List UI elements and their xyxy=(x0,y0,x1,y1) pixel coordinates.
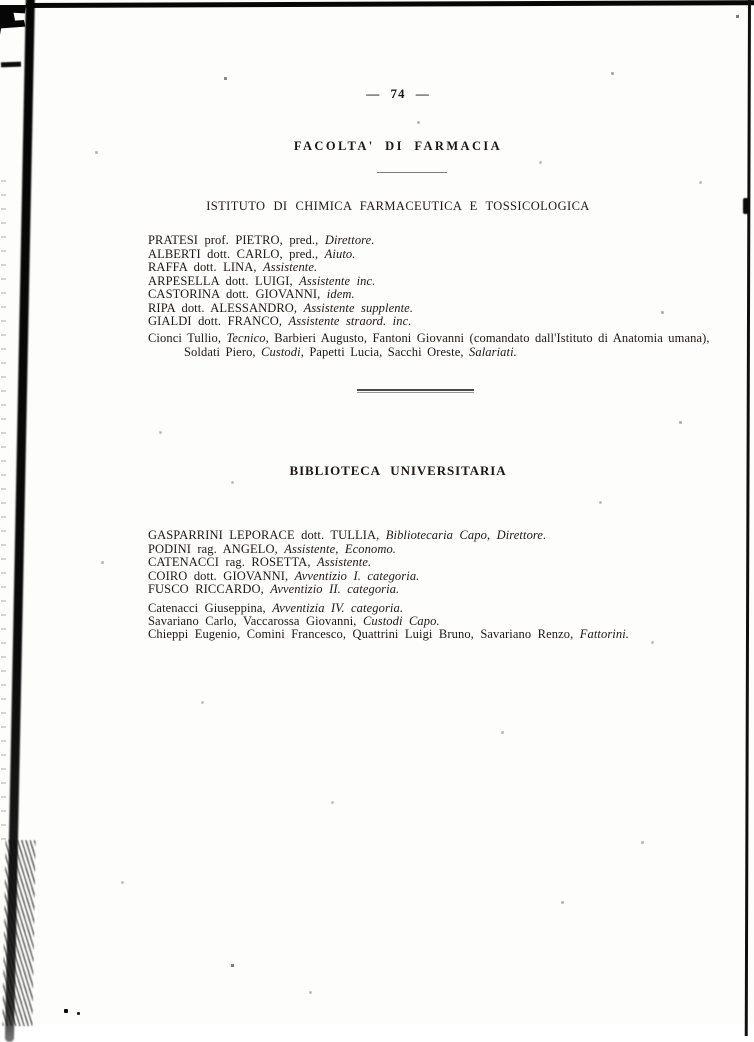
staff-entry xyxy=(148,556,546,570)
section-divider xyxy=(357,389,474,393)
staff-role: Aiuto. xyxy=(324,246,356,261)
library-staff-list xyxy=(148,529,546,597)
staff-name: CATENACCI rag. ROSETTA, xyxy=(148,555,311,569)
paragraph-text: Papetti Lucia, Sacchi Oreste, xyxy=(303,344,470,359)
paragraph-role: Custodi, xyxy=(261,344,304,359)
staff-role: Avventizio II. categoria. xyxy=(270,582,400,596)
staff-role: Avventizia IV. categoria. xyxy=(272,601,404,615)
institute-title: ISTITUTO DI CHIMICA FARMACEUTICA E TOSSICOLOGICA xyxy=(206,199,590,213)
scan-speckles xyxy=(0,0,1,1)
staff-name: Savariano Carlo, Vaccarossa Giovanni, xyxy=(148,614,357,629)
staff-entry xyxy=(148,275,413,289)
staff-name: PODINI rag. ANGELO, xyxy=(148,541,278,556)
staff-role: Custodi Capo. xyxy=(362,614,440,629)
staff-role: Direttore. xyxy=(324,233,375,247)
staff-name: RIPA dott. ALESSANDRO, xyxy=(148,300,298,315)
scan-ink-dot xyxy=(77,1012,80,1015)
page-number: — 74 — xyxy=(366,86,430,101)
paragraph-role: Salariati. xyxy=(469,344,517,359)
staff-role: Assistente straord. inc. xyxy=(288,314,412,328)
scan-ink-dot xyxy=(64,1009,68,1013)
staff-role: idem. xyxy=(326,287,355,301)
scan-binding-texture xyxy=(2,840,35,1026)
staff-entry xyxy=(148,234,413,248)
faculty-title: FACOLTA' DI FARMACIA xyxy=(293,139,503,153)
staff-role: Bibliotecaria Capo, Direttore. xyxy=(385,528,547,542)
staff-name: CASTORINA dott. GIOVANNI, xyxy=(148,287,321,301)
paragraph-role: Tecnico, xyxy=(226,331,269,345)
scan-corner-mark xyxy=(0,5,26,35)
scan-edge-ticks xyxy=(1,180,6,840)
staff-entry xyxy=(148,570,546,584)
staff-name: RAFFA dott. LINA, xyxy=(148,260,257,274)
staff-name: Chieppi Eugenio, Comini Francesco, Quattrini Luigi Bruno, Savariano Renzo, xyxy=(148,627,574,642)
paragraph-text: Barbieri Augusto, Fantoni Giovanni (comandato dall'Istituto di Anatomia umana), Soldati Piero, xyxy=(184,331,710,359)
library-other-staff-list xyxy=(148,602,629,642)
staff-entry xyxy=(148,261,413,275)
staff-name: Catenacci Giuseppina, xyxy=(148,601,266,615)
staff-role: Fattorini. xyxy=(579,627,630,642)
staff-entry xyxy=(148,583,546,597)
institute-staff-list xyxy=(148,234,413,329)
paragraph-text: Cionci Tullio, xyxy=(148,331,227,345)
staff-name: COIRO dott. GIOVANNI, xyxy=(148,568,289,583)
library-title: BIBLIOTECA UNIVERSITARIA xyxy=(289,463,507,478)
title-divider xyxy=(377,172,447,173)
staff-name: ARPESELLA dott. LUIGI, xyxy=(148,273,293,288)
staff-entry xyxy=(148,315,413,329)
scan-right-blemish xyxy=(743,198,749,214)
staff-role: Assistente supplente. xyxy=(303,300,414,315)
staff-name: GIALDI dott. FRANCO, xyxy=(148,314,283,328)
staff-entry xyxy=(148,529,546,543)
staff-role: Assistente. xyxy=(317,555,372,569)
scan-corner-dash xyxy=(1,62,21,68)
institute-support-staff-paragraph xyxy=(148,332,726,359)
staff-name: FUSCO RICCARDO, xyxy=(148,582,264,596)
staff-entry xyxy=(148,302,413,316)
staff-entry xyxy=(148,628,629,641)
staff-role: Assistente, Economo. xyxy=(284,541,397,556)
staff-entry xyxy=(148,248,413,262)
staff-role: Avventizio I. categoria. xyxy=(294,568,420,583)
staff-name: GASPARRINI LEPORACE dott. TULLIA, xyxy=(148,528,380,542)
scan-top-edge xyxy=(26,0,754,8)
staff-name: PRATESI prof. PIETRO, pred., xyxy=(148,233,319,247)
staff-role: Assistente. xyxy=(263,260,318,274)
staff-role: Assistente inc. xyxy=(299,273,376,288)
scan-right-edge xyxy=(745,0,751,1036)
staff-entry xyxy=(148,288,413,302)
staff-name: ALBERTI dott. CARLO, pred., xyxy=(148,246,319,261)
staff-entry xyxy=(148,543,546,557)
